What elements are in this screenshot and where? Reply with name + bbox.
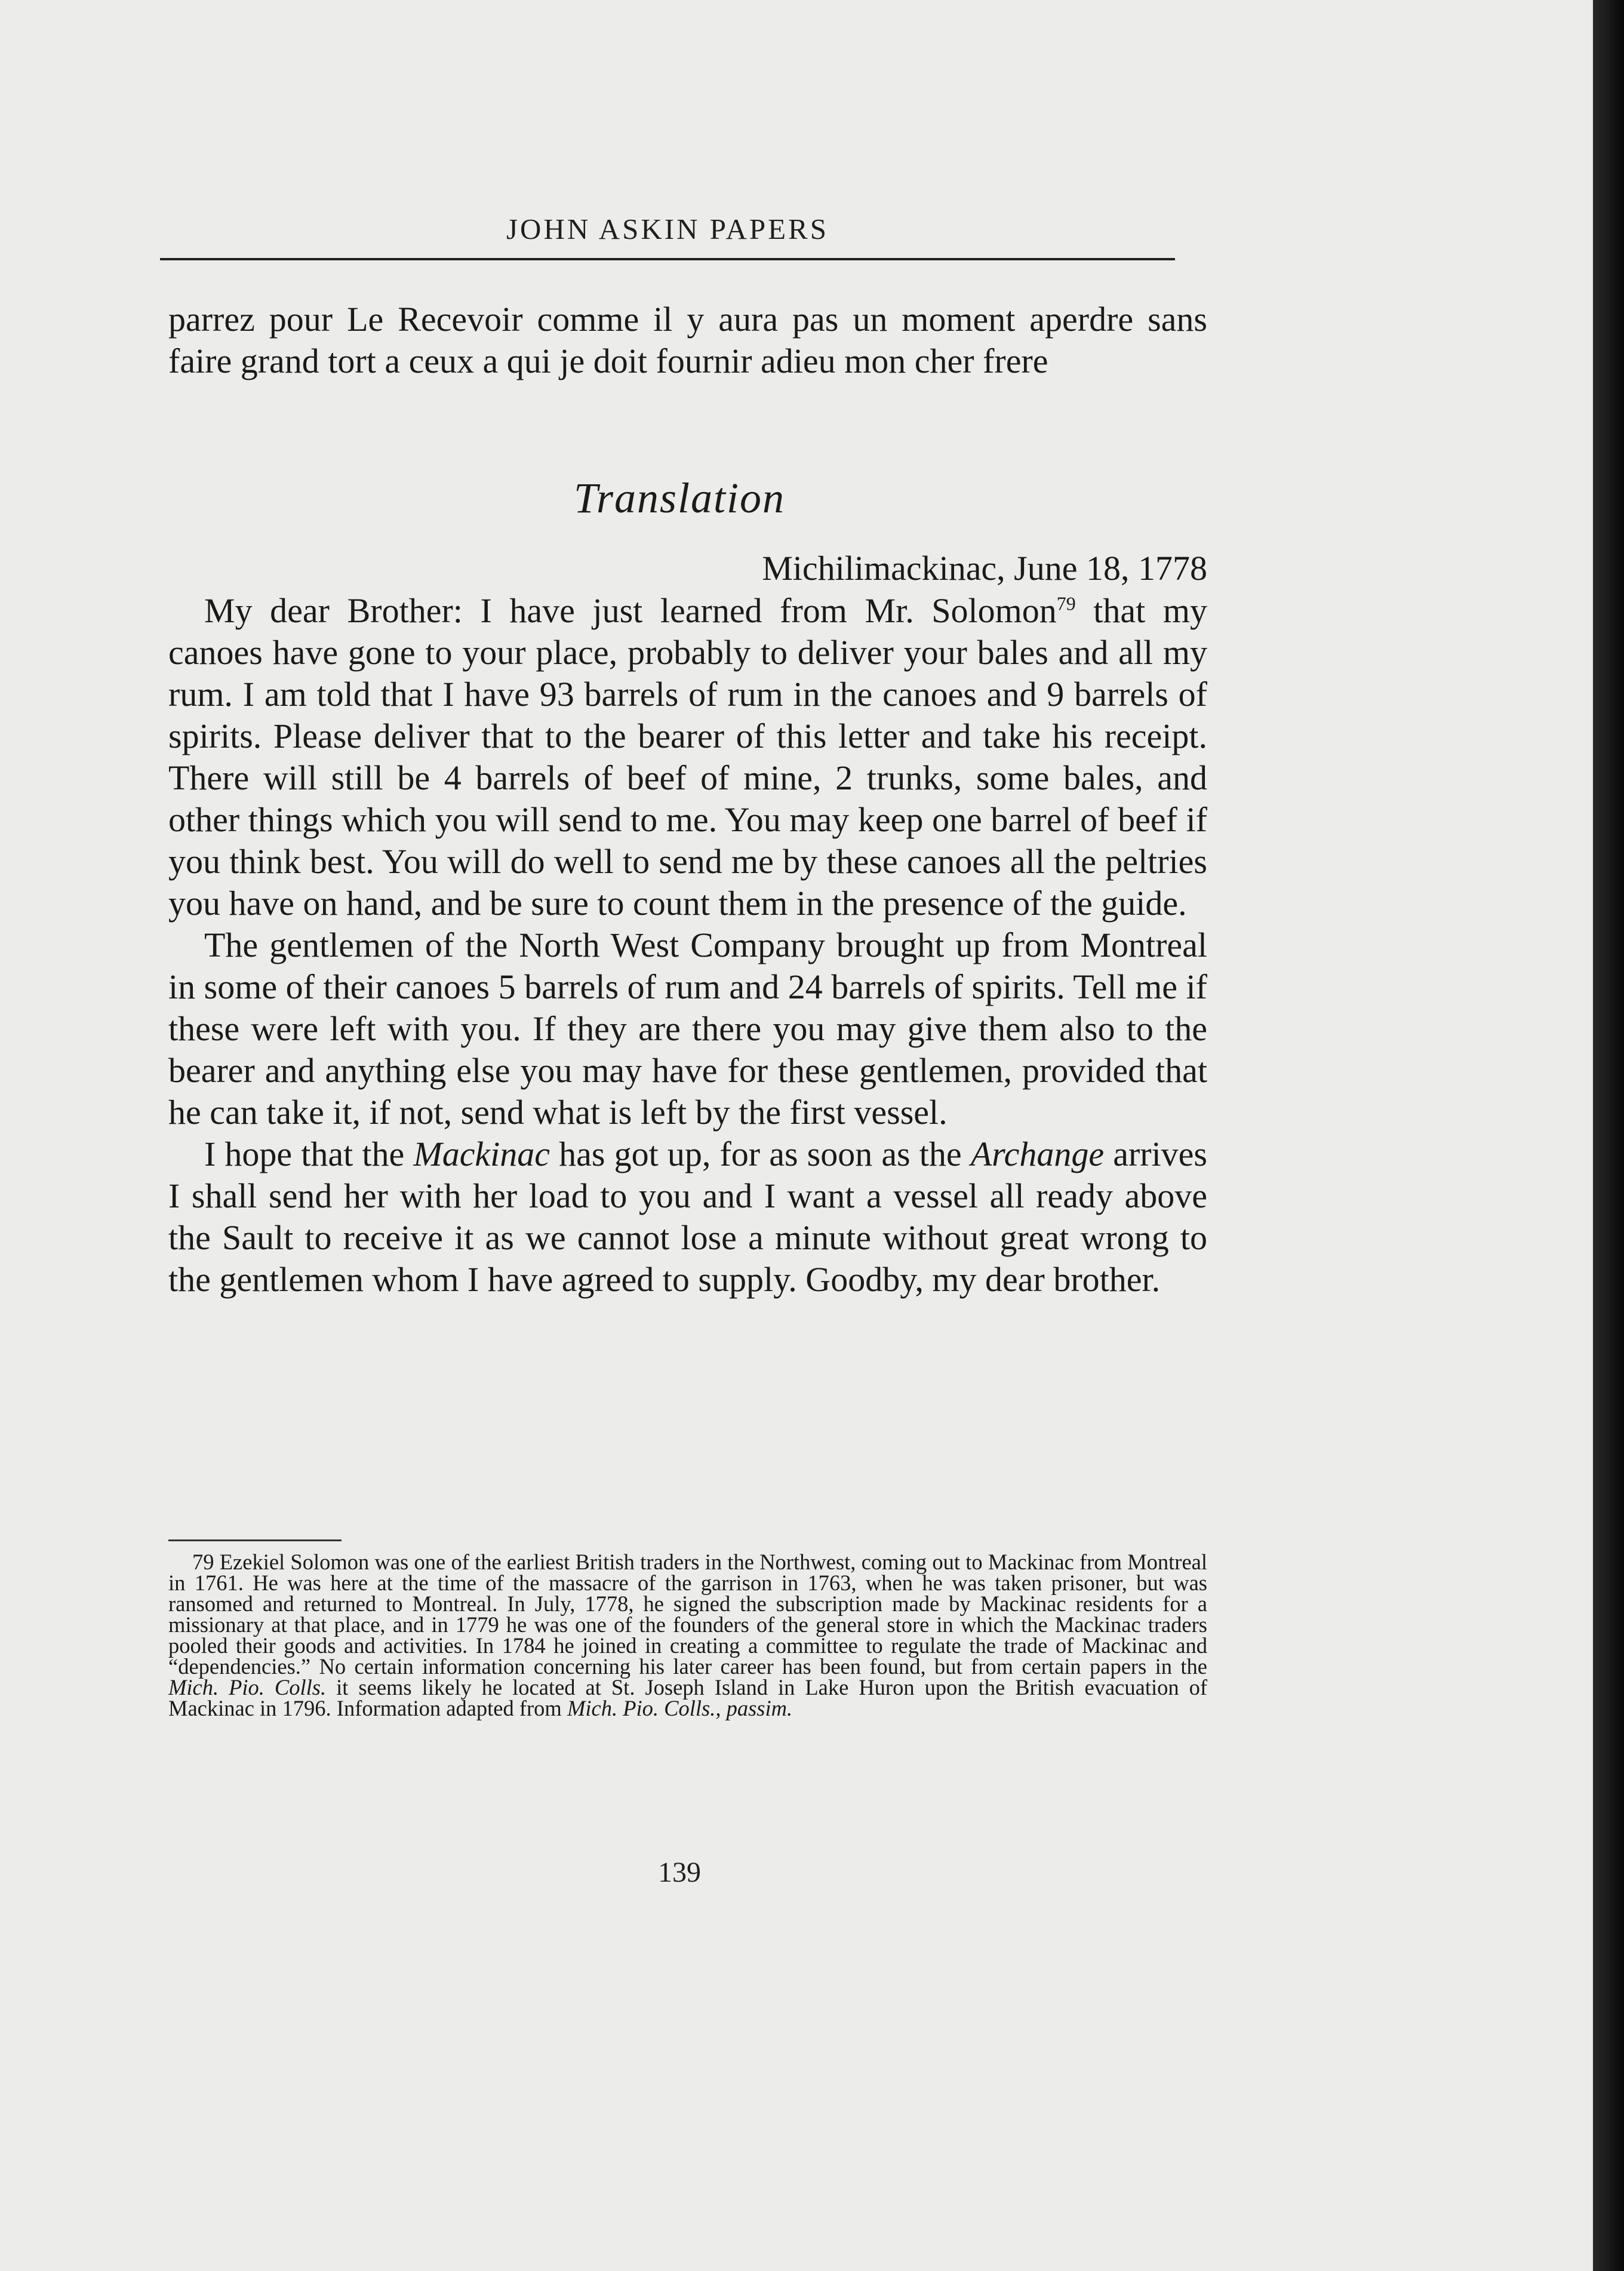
footnote-citation-1: Mich. Pio. Colls. [168, 1675, 327, 1700]
page-number: 139 [658, 1857, 701, 1888]
letter-dateline: Michilimackinac, June 18, 1778 [762, 549, 1207, 588]
french-paragraph: parrez pour Le Recevoir comme il y aura pas un moment aperdre sans faire grand tort a ceux a qui je doit fournir adieu mon cher frere [168, 300, 1207, 380]
footnote-text-b: it seems likely he located at St. Joseph Island in Lake Huron upon the British evacuation of Mackinac in 1796. Information adapted from [168, 1675, 1208, 1720]
translation-heading: Translation [573, 474, 786, 522]
ship-name-archange: Archange [970, 1135, 1105, 1173]
french-closing-text [168, 299, 1207, 382]
scan-dark-edge [1593, 0, 1624, 2271]
running-header: JOHN ASKIN PAPERS [506, 213, 829, 245]
letter-p1-rest: that my canoes have gone to your place, probably to deliver your bales and all my rum. I am told that I have 93 barrels of rum in the canoes and 9 barrels of spirits. Please deliver that to the bearer of this letter and take his receipt. There will still be 4 barrels of beef of mine, 2 trunks, some bales, and other things which you will send to me. You may keep one barrel of beef if you think best. You will do well to send me by these canoes all the peltries you have on hand, and be sure to count them in the presence of the guide. [168, 591, 1207, 923]
letter-paragraph-1 [168, 590, 1207, 924]
footnote-text-a: Ezekiel Solomon was one of the earliest British traders in the Northwest, coming out to Mackinac from Montreal in 1761. He was here at the time of the massacre of the garrison in 1763, when he was taken prisoner, but was ransomed and returned to Montreal. In July, 1778, he signed the subscription made by Mackinac residents for a missionary at that place, and in 1779 he was one of the founders of the general store in which the Mackinac traders pooled their goods and activities. In 1784 he joined in creating a committee to regulate the trade of Mackinac and “dependencies.” No certain information concerning his later career has been found, but from certain papers in the [168, 1550, 1207, 1679]
footnote-reference: 79 [1056, 593, 1076, 614]
letter-p3-text-b: has got up, for as soon as the [550, 1135, 971, 1173]
header-rule [160, 258, 1175, 260]
ship-name-mackinac: Mackinac [413, 1135, 550, 1173]
letter-paragraph-2: The gentlemen of the North West Company brought up from Montreal in some of their canoes 5 barrels of rum and 24 barrels of spirits. Tell me if these were left with you. If they are there you may give them also to the bearer and anything else you may have for these gentlemen, provided that he can take it, if not, send what is left by the first vessel. [168, 926, 1207, 1132]
letter-p1-start: My dear Brother: I have just learned from Mr. Solomon [204, 591, 1057, 630]
footnote-rule [168, 1539, 342, 1541]
footnote-citation-2: Mich. Pio. Colls., passim. [567, 1696, 793, 1720]
letter-p3-text-c: arrives I shall send her with her load to you and I want a vessel all ready above the Sault to receive it as we cannot lose a minute without great wrong to the gentlemen whom I have agreed to supply. Goodby, my dear brother. [168, 1135, 1207, 1299]
letter-p3-text-a: I hope that the [204, 1135, 414, 1173]
letter-body [168, 590, 1207, 1301]
letter-paragraph-3 [168, 1133, 1207, 1301]
footnote-number: 79 [192, 1550, 214, 1574]
footnote-79 [168, 1551, 1207, 1719]
